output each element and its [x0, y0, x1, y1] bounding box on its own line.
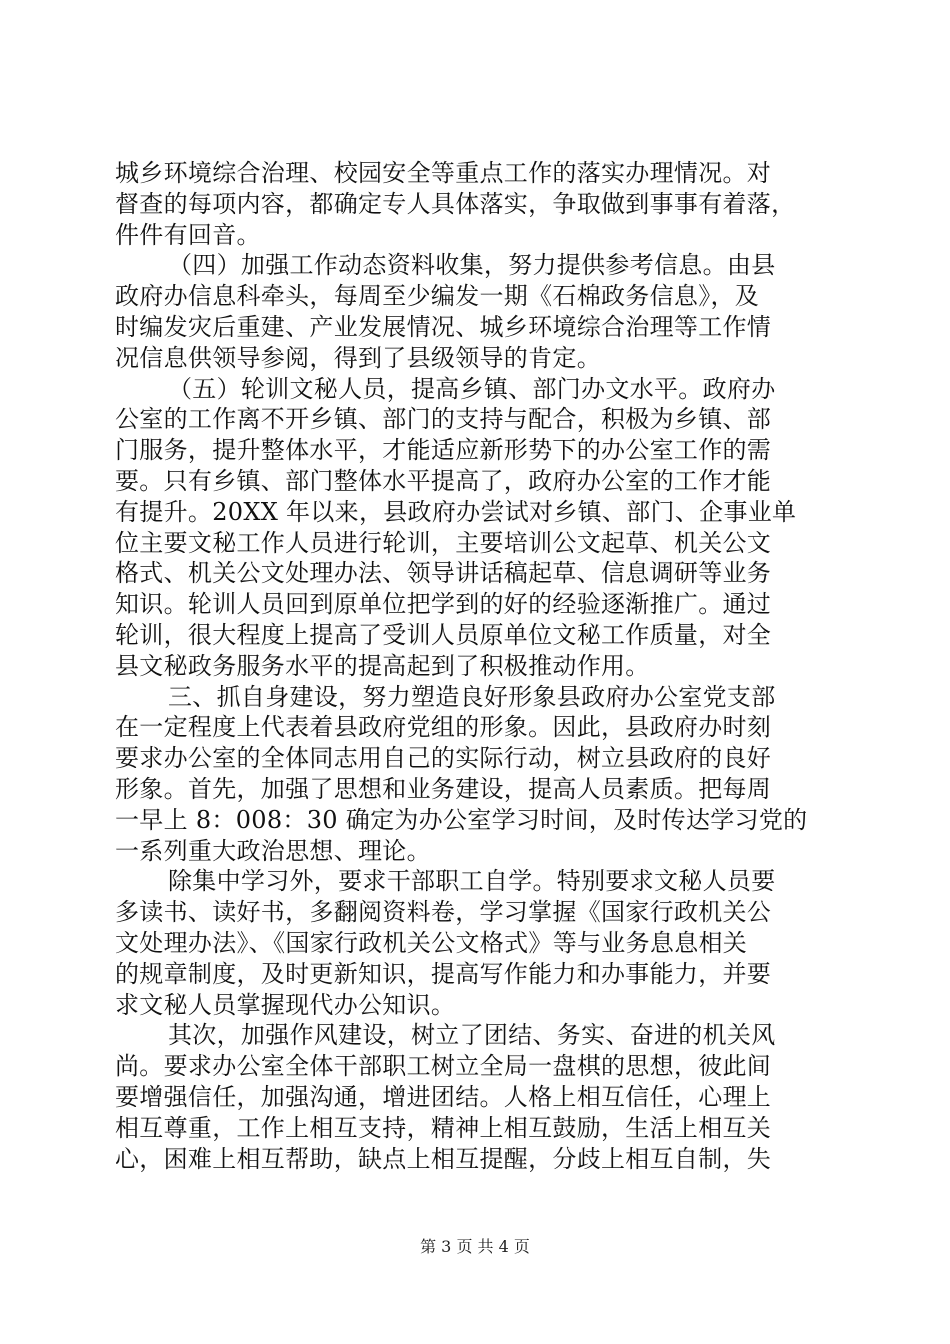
text-line: 要增强信任，加强沟通，增进团结。人格上相互信任，心理上 [115, 1082, 772, 1111]
text-line: 其次，加强作风建设，树立了团结、务实、奋进的机关风 [168, 1021, 776, 1050]
text-line: 在一定程度上代表着县政府党组的形象。因此，县政府办时刻 [115, 713, 772, 742]
text-line: 相互尊重，工作上相互支持，精神上相互鼓励，生活上相互关 [115, 1113, 772, 1142]
document-body [115, 158, 837, 1174]
text-line: 轮训，很大程度上提高了受训人员原单位文秘工作质量，对全 [115, 620, 772, 649]
text-line: 位主要文秘工作人员进行轮训，主要培训公文起草、机关公文 [115, 528, 772, 557]
text-line: 三、抓自身建设，努力塑造良好形象县政府办公室党支部 [168, 682, 776, 711]
text-line: 心，困难上相互帮助，缺点上相互提醒，分歧上相互自制，失 [115, 1144, 772, 1173]
text-line: 件件有回音。 [115, 220, 261, 249]
text-line: 政府办信息科牵头，每周至少编发一期《石棉政务信息》，及 [115, 282, 760, 311]
text-line: 况信息供领导参阅，得到了县级领导的肯定。 [115, 343, 601, 372]
text-line: 督查的每项内容，都确定专人具体落实，争取做到事事有着落， [115, 189, 796, 218]
text-line: 有提升。20XX 年以来，县政府办尝试对乡镇、部门、企事业单 [115, 497, 797, 526]
text-line: 县文秘政务服务水平的提高起到了积极推动作用。 [115, 651, 650, 680]
text-line: 一早上 8：008：30 确定为办公室学习时间，及时传达学习党的 [115, 805, 808, 834]
text-line: 城乡环境综合治理、校园安全等重点工作的落实办理情况。对 [115, 159, 772, 187]
page-footer: 第 3 页 共 4 页 [420, 1237, 530, 1256]
text-line: 文处理办法》、《国家行政机关公文格式》等与业务息息相关 [115, 928, 748, 957]
text-line: 求文秘人员掌握现代办公知识。 [115, 990, 456, 1019]
text-line: 要求办公室的全体同志用自己的实际行动，树立县政府的良好 [115, 744, 772, 773]
text-line: 形象。首先，加强了思想和业务建设，提高人员素质。把每周 [115, 774, 772, 803]
text-line: 多读书、读好书，多翻阅资料卷，学习掌握《国家行政机关公 [115, 898, 772, 927]
text-line: 公室的工作离不开乡镇、部门的支持与配合，积极为乡镇、部 [115, 405, 772, 434]
text-line: （五）轮训文秘人员，提高乡镇、部门办文水平。政府办 [168, 374, 776, 403]
text-line: 时编发灾后重建、产业发展情况、城乡环境综合治理等工作情 [115, 312, 772, 341]
text-line: （四）加强工作动态资料收集，努力提供参考信息。由县 [168, 251, 776, 280]
text-line: 要。只有乡镇、部门整体水平提高了，政府办公室的工作才能 [115, 466, 772, 495]
text-line: 知识。轮训人员回到原单位把学到的好的经验逐渐推广。通过 [115, 590, 772, 619]
text-line: 一系列重大政治思想、理论。 [115, 836, 431, 865]
text-line: 尚。要求办公室全体干部职工树立全局一盘棋的思想，彼此间 [115, 1052, 772, 1081]
text-line: 除集中学习外，要求干部职工自学。特别要求文秘人员要 [168, 867, 776, 896]
text-line: 的规章制度，及时更新知识，提高写作能力和办事能力，并要 [115, 959, 772, 988]
text-line: 格式、机关公文处理办法、领导讲话稿起草、信息调研等业务 [115, 559, 772, 588]
text-line: 门服务，提升整体水平，才能适应新形势下的办公室工作的需 [115, 436, 772, 465]
